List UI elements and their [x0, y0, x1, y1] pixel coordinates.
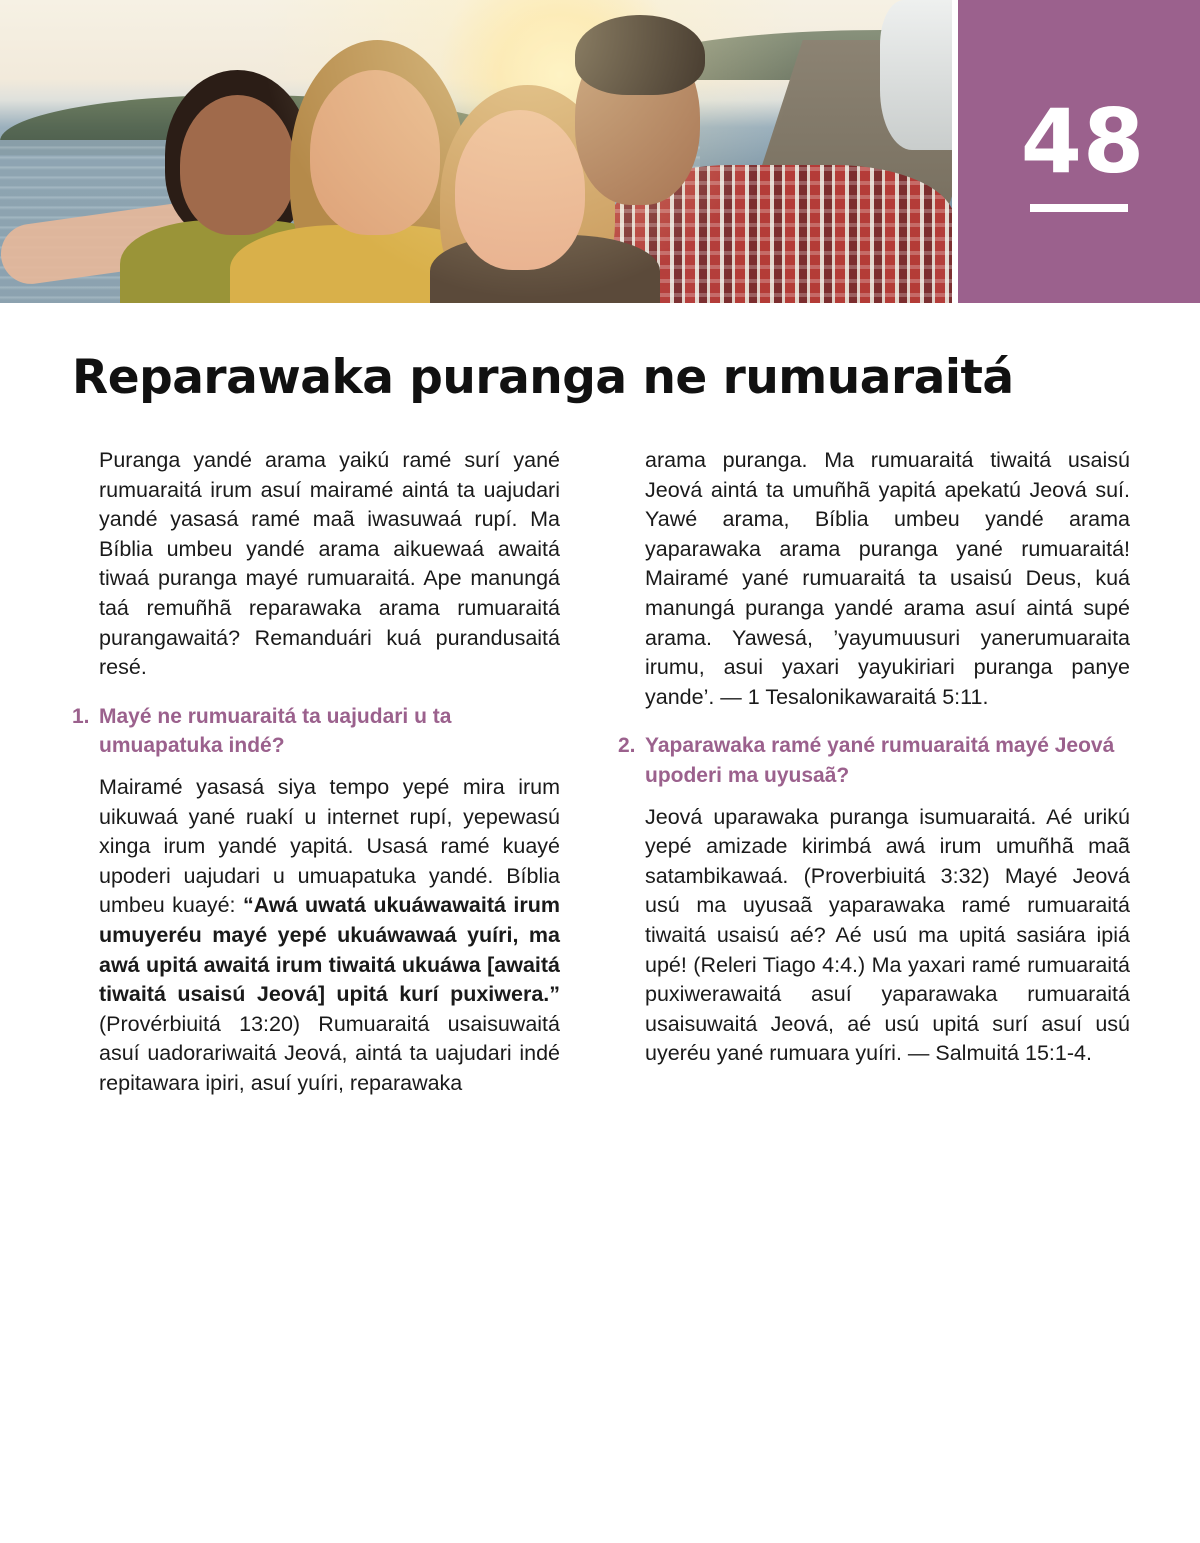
question-2	[618, 731, 1130, 790]
page-title: Reparawaka puranga ne rumuaraitá	[72, 350, 1014, 405]
answer-1-quote: “Awá uwatá ukuáwawaitá irum umuyeréu mayé yepé ukuáwawaá yuíri, ma awá upitá awaitá irum tiwaitá ukuáwa [awaitá tiwaitá usaisú Jeová] upitá kurí puxiwera.”	[99, 893, 560, 1007]
answer-1-paragraph	[99, 773, 560, 1099]
light-glow	[0, 0, 952, 303]
left-column	[72, 446, 560, 1098]
question-2-number: 2.	[618, 734, 636, 758]
question-1	[72, 702, 560, 761]
lesson-number-panel	[958, 0, 1200, 303]
answer-1-start: Mairamé yasasá siya tempo yepé mira irum uikuwaá yané ruakí u internet rupí, yepewasú xinga irum yandé yapitá. Usasá ramé kuayé upoderi uajudari u umuapatuka yandé. Bíblia umbeu kuayé:	[99, 774, 560, 918]
intro-paragraph: Puranga yandé arama yaikú ramé surí yané rumuaraitá irum asuí mairamé aintá ta uajudari yandé yasasá ramé maã iwasuwaá rupí. Ma Bíblia umbeu yandé arama aikuewaá awaitá tiwaá puranga mayé rumuaraitá. Ape manungá taá remuñhã reparawaka arama rumuaraitá purangawaitá? Remanduári kuá purandusaitá resé.	[99, 448, 560, 680]
question-1-number: 1.	[72, 704, 90, 728]
lesson-number: 48	[1020, 90, 1146, 193]
answer-1-continued: arama puranga. Ma rumuaraitá tiwaitá usaisú Jeová aintá ta umuñhã yapitá apekatú Jeová suí. Yawé arama, Bíblia umbeu yandé arama yaparawaka arama puranga yané rumuaraitá! Mairamé yané rumuaraitá ta usaisú Deus, kuá manungá puranga yandé arama asuí aintá supé arama. Yawesá, ’yayumuusuri yanerumuaraita irumu, asui yaxari yayukiriari puranga panye yande’. — 1 Tesalonikawaraitá 5:11.	[645, 448, 1130, 709]
right-column	[618, 446, 1130, 1069]
lesson-number-underline	[1030, 204, 1128, 212]
question-2-text: Yaparawaka ramé yané rumuaraitá mayé Jeová upoderi ma uyusaã?	[645, 734, 1115, 787]
answer-2-paragraph: Jeová uparawaka puranga isumuaraitá. Aé urikú yepé amizade kirimbá awá irum umuñhã maã satambikawaá. (Proverbiuitá 3:32) Mayé Jeová usú ma uyusaã yaparawaka ramé rumuaraitá tiwaitá usaisú aé? Aé usú ma upitá sasiára ipiá upé! (Releri Tiago 4:4.) Ma yaxari ramé rumuaraitá puxiwerawaitá asuí yaparawaka rumuaraitá usaisuwaitá Jeová, aé usú upitá surí asuí usú uyeréu yané rumuara yuíri. — Salmuitá 15:1-4.	[645, 804, 1130, 1066]
question-1-text: Mayé ne rumuaraitá ta uajudari u ta umuapatuka indé?	[99, 704, 452, 758]
answer-1-end: (Provérbiuitá 13:20) Rumuaraitá usaisuwaitá asuí uadorariwaitá Jeová, aintá ta uajudari indé repitawara ipiri, asuí yuíri, reparawaka	[99, 1011, 560, 1095]
header-photo	[0, 0, 952, 303]
